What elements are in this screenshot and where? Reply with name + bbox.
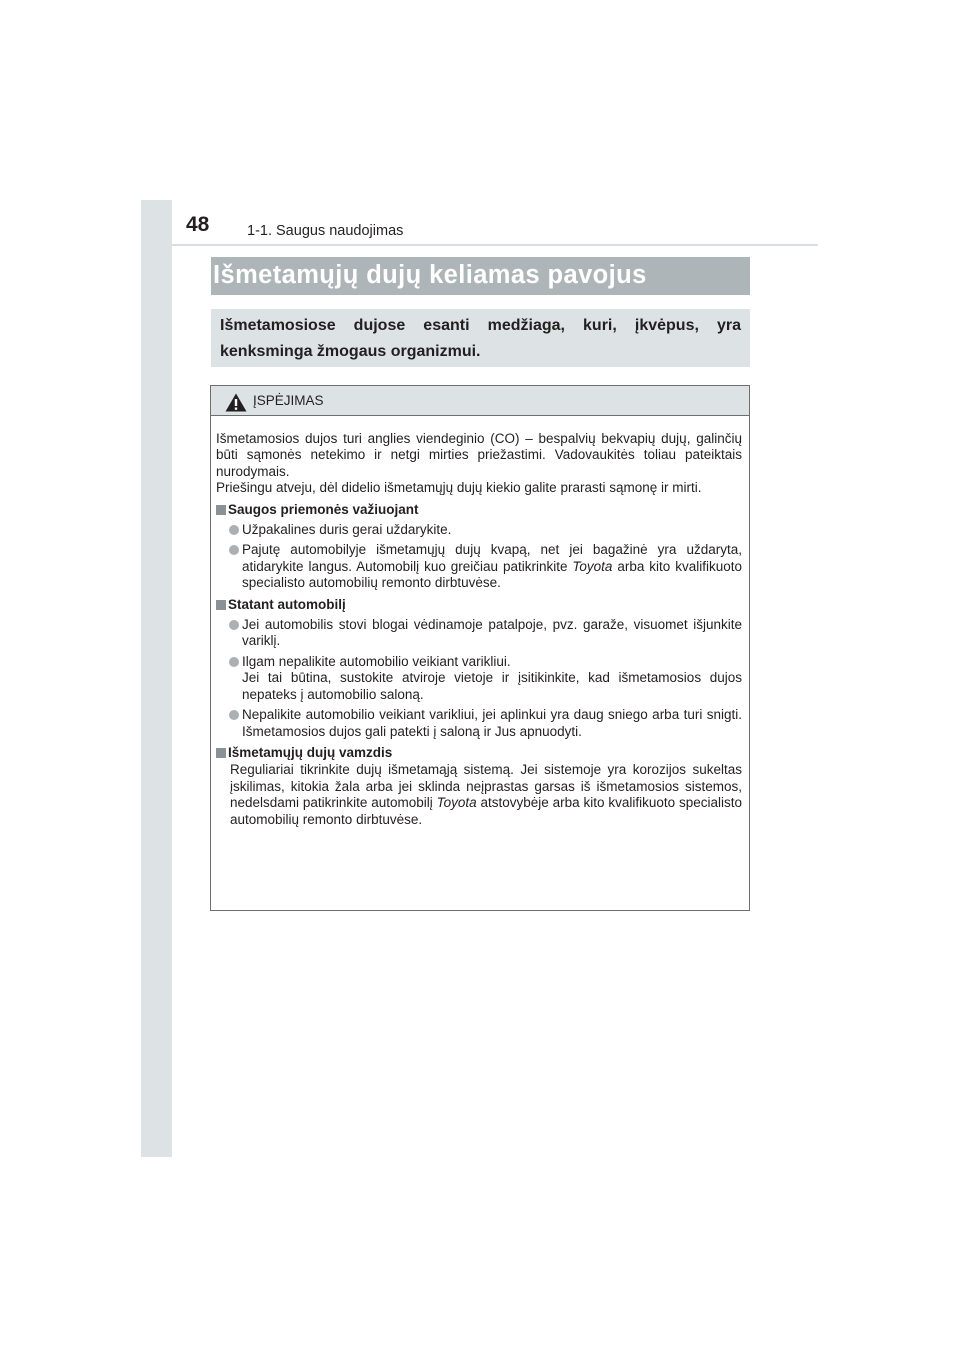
brand-name: Toyota: [436, 795, 477, 811]
header-rule: [172, 244, 818, 246]
page-title: Išmetamųjų dujų keliamas pavojus: [213, 261, 647, 289]
bullet-item: [216, 654, 742, 703]
bullet-item: Jei automobilis stovi blogai vėdinamoje patalpoje, pvz. garaže, visuomet išjunkite variklį.: [216, 617, 742, 650]
page-number: 48: [186, 213, 210, 236]
exhaust-pipe-text: [216, 762, 742, 828]
bullet-item: Užpakalines duris gerai uždarykite.: [216, 522, 742, 538]
section-heading-parking: Statant automobilį: [216, 597, 742, 613]
paragraph-text: Reguliariai tikrinkite dujų išmetamąją sistemą. Jei sistemoje yra korozijos sukeltas įskilimas, kitokia žala arba jei sklinda neįprastas garsas iš išmetamosios sistemos, nedelsdami patikrinkite automobilį: [230, 762, 742, 811]
warning-header: [211, 386, 749, 416]
warning-intro-2: Priešingu atveju, dėl didelio išmetamųjų dujų kiekio galite prarasti sąmonę ir mirti.: [216, 480, 702, 496]
paragraph-text: atstovybėje arba kito kvalifikuoto specialisto automobilių remonto dirbtuvėse.: [230, 795, 742, 827]
bullet-text: Ilgam nepalikite automobilio veikiant varikliui.: [242, 653, 511, 669]
side-band: [141, 200, 172, 1157]
bullet-text: Jei tai būtina, sustokite atviroje vietoje ir įsitikinkite, kad išmetamosios dujos nepateks į automobilio saloną.: [242, 670, 742, 702]
title-bar: [211, 257, 750, 295]
warning-box: [210, 385, 750, 911]
brand-name: Toyota: [572, 558, 613, 574]
warning-triangle-icon: [225, 393, 247, 412]
section-title: 1-1. Saugus naudojimas: [247, 223, 404, 239]
bullet-text: Pajutę automobilyje išmetamųjų dujų kvapą, net jei bagažinė yra uždaryta, atidarykite langus. Automobilį kuo greičiau patikrinkite: [242, 542, 742, 574]
summary-box: [211, 309, 750, 367]
section-heading-exhaust-pipe: Išmetamųjų dujų vamzdis: [216, 745, 742, 761]
bullet-text: arba kito kvalifikuoto specialisto automobilių remonto dirbtuvėse.: [242, 558, 742, 591]
warning-label: ĮSPĖJIMAS: [253, 393, 324, 408]
bullet-item: Nepalikite automobilio veikiant varikliui, jei aplinkui yra daug sniego arba turi snigti. Išmetamosios dujos gali patekti į saloną ir Jus apnuodyti.: [216, 707, 742, 740]
summary-text: Išmetamosiose dujose esanti medžiaga, kuri, įkvėpus, yra kenksminga žmogaus organizmui.: [220, 317, 741, 360]
bullet-item: [216, 542, 742, 591]
section-heading-driving: Saugos priemonės važiuojant: [216, 502, 742, 518]
warning-body: [216, 431, 742, 828]
warning-intro-1: Išmetamosios dujos turi anglies viendeginio (CO) – bespalvių bekvapių dujų, galinčių būti sąmonės netekimo ir netgi mirties priežastimi. Vadovaukitės toliau pateiktais nurodymais.: [216, 431, 742, 479]
